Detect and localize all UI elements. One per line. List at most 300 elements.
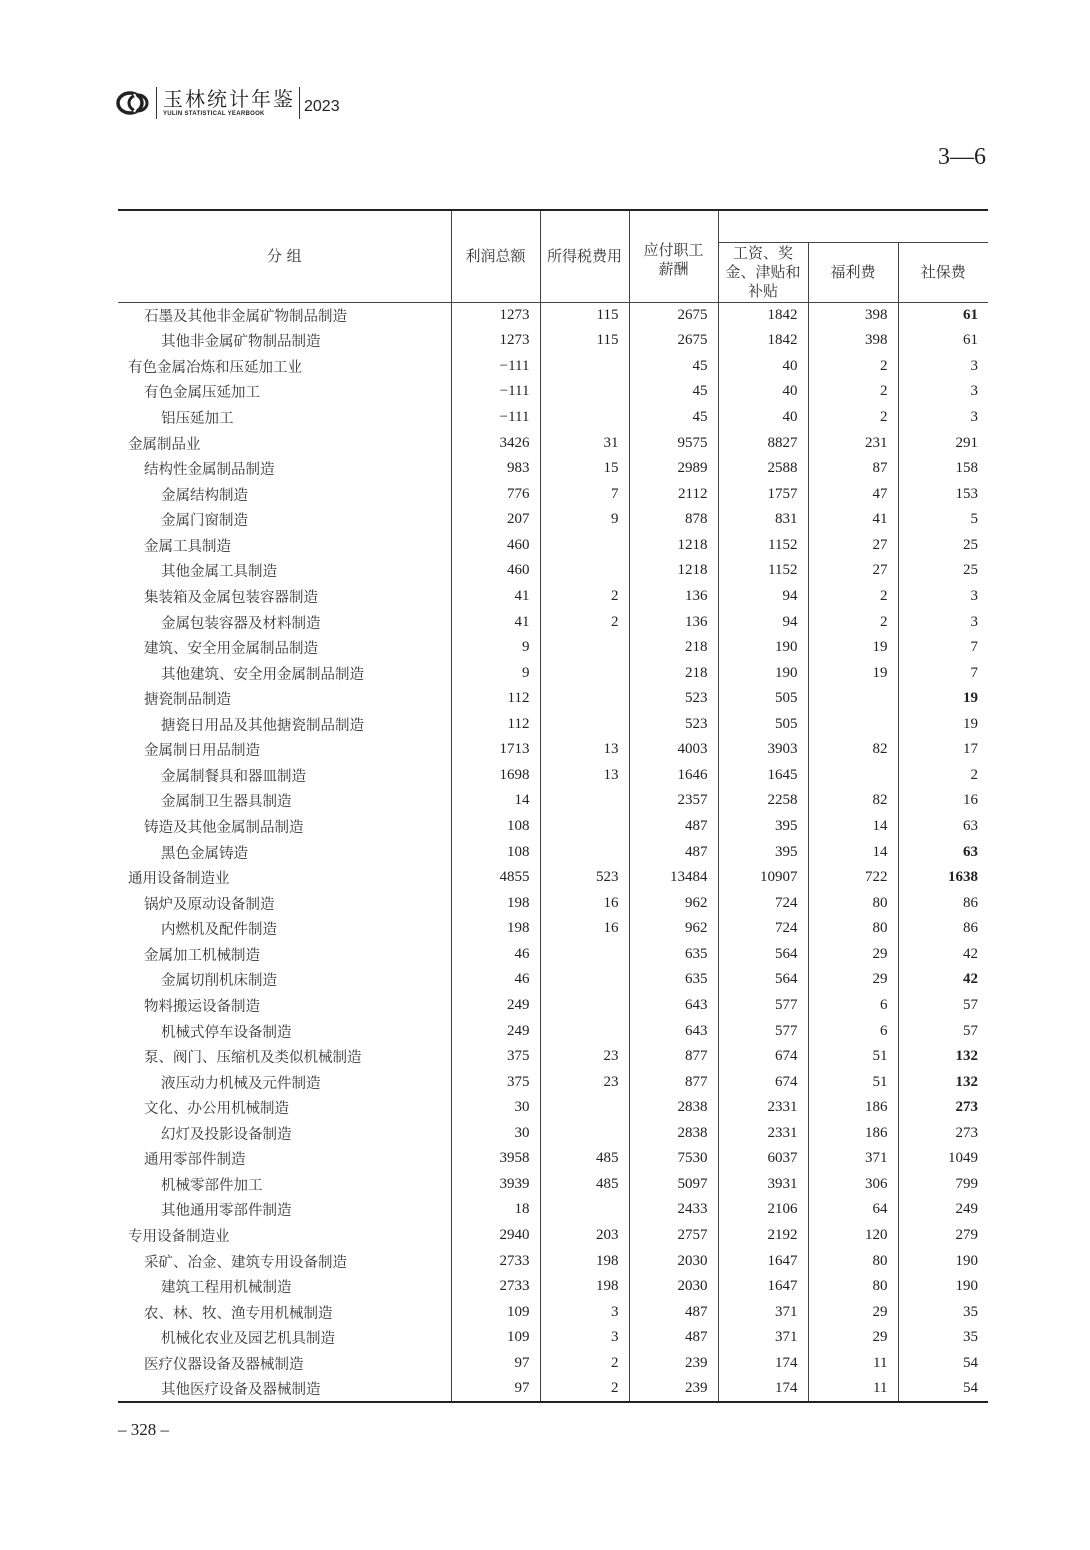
cell-income-tax: 3 [540, 1325, 629, 1351]
row-group-name: 金属工具制造 [144, 538, 231, 555]
table-row [118, 558, 988, 584]
table-row [118, 379, 988, 405]
cell-income-tax: 2 [540, 1376, 629, 1402]
cell-social-security: 3 [898, 354, 988, 380]
cell-social-security: 35 [898, 1325, 988, 1351]
cell-income-tax [540, 635, 629, 661]
table-row [118, 1146, 988, 1172]
cell-profit: 249 [451, 1018, 540, 1044]
row-group-name: 其他医疗设备及器械制造 [118, 1376, 451, 1402]
cell-wages: 577 [718, 1018, 808, 1044]
cell-payroll: 635 [629, 942, 718, 968]
cell-social-security: 25 [898, 533, 988, 559]
row-group-name: 黑色金属铸造 [161, 845, 248, 862]
cell-profit: 1713 [451, 737, 540, 763]
table-row [118, 507, 988, 533]
cell-profit: 375 [451, 1044, 540, 1070]
cell-profit: 198 [451, 916, 540, 942]
cell-profit: 97 [451, 1351, 540, 1377]
cell-welfare: 14 [808, 814, 898, 840]
row-group-name: 泵、阀门、压缩机及类似机械制造 [144, 1050, 362, 1067]
cell-profit: 41 [451, 609, 540, 635]
cell-wages: 831 [718, 507, 808, 533]
cell-payroll: 643 [629, 1018, 718, 1044]
cell-wages: 2192 [718, 1223, 808, 1249]
cell-welfare [808, 712, 898, 738]
cell-income-tax: 3 [540, 1299, 629, 1325]
cell-social-security: 63 [898, 839, 988, 865]
cell-income-tax [540, 1197, 629, 1223]
cell-profit: 108 [451, 814, 540, 840]
cell-payroll: 1218 [629, 558, 718, 584]
table-row [118, 1376, 988, 1402]
table-row [118, 712, 988, 738]
row-group-name: 铸造及其他金属制品制造 [144, 820, 304, 837]
cell-wages: 8827 [718, 430, 808, 456]
cell-welfare: 2 [808, 354, 898, 380]
cell-profit: 1698 [451, 763, 540, 789]
cell-payroll: 218 [629, 660, 718, 686]
cell-profit: 9 [451, 635, 540, 661]
cell-profit: 207 [451, 507, 540, 533]
cell-social-security: 7 [898, 660, 988, 686]
cell-welfare: 19 [808, 635, 898, 661]
cell-payroll: 962 [629, 916, 718, 942]
cell-profit: 460 [451, 558, 540, 584]
table-row [118, 865, 988, 891]
cell-social-security: 7 [898, 635, 988, 661]
row-group-name: 其他金属工具制造 [161, 564, 277, 581]
table-row [118, 1299, 988, 1325]
header-wages: 工资、奖金、津贴和补贴 [718, 243, 808, 303]
cell-income-tax [540, 788, 629, 814]
cell-wages: 94 [718, 584, 808, 610]
table-row [118, 942, 988, 968]
page-header [116, 86, 340, 120]
cell-social-security: 61 [898, 328, 988, 354]
cell-profit: 4855 [451, 865, 540, 891]
cell-social-security: 1049 [898, 1146, 988, 1172]
cell-social-security: 2 [898, 763, 988, 789]
cell-welfare: 82 [808, 737, 898, 763]
cell-wages: 3931 [718, 1172, 808, 1198]
cell-profit: −111 [451, 354, 540, 380]
cell-welfare: 2 [808, 379, 898, 405]
cell-welfare: 11 [808, 1351, 898, 1377]
cell-payroll: 13484 [629, 865, 718, 891]
cell-wages: 6037 [718, 1146, 808, 1172]
table-row [118, 1274, 988, 1300]
cell-welfare: 29 [808, 967, 898, 993]
row-group-name: 金属制卫生器具制造 [161, 794, 292, 811]
header-payroll-breakdown-blank [718, 210, 988, 243]
cell-payroll: 2675 [629, 328, 718, 354]
cell-welfare: 14 [808, 839, 898, 865]
cell-profit: 30 [451, 1121, 540, 1147]
cell-welfare: 64 [808, 1197, 898, 1223]
cell-welfare: 398 [808, 303, 898, 329]
cell-wages: 505 [718, 712, 808, 738]
cell-income-tax: 2 [540, 609, 629, 635]
cell-income-tax: 31 [540, 430, 629, 456]
cell-welfare: 29 [808, 1299, 898, 1325]
cell-income-tax [540, 839, 629, 865]
cell-income-tax [540, 1018, 629, 1044]
cell-profit: 3426 [451, 430, 540, 456]
statistics-table [118, 209, 988, 1403]
cell-wages: 1647 [718, 1248, 808, 1274]
row-group-name: 锅炉及原动设备制造 [144, 896, 275, 913]
cell-social-security: 17 [898, 737, 988, 763]
table-row [118, 609, 988, 635]
cell-profit: 983 [451, 456, 540, 482]
cell-social-security: 42 [898, 942, 988, 968]
cell-welfare: 19 [808, 660, 898, 686]
cell-income-tax: 2 [540, 584, 629, 610]
cell-profit: 46 [451, 967, 540, 993]
cell-payroll: 136 [629, 609, 718, 635]
cell-wages: 40 [718, 354, 808, 380]
table-row [118, 1351, 988, 1377]
data-table-wrapper [118, 209, 988, 1403]
header-group: 分 组 [118, 210, 451, 303]
table-row [118, 405, 988, 431]
cell-wages: 2331 [718, 1121, 808, 1147]
cell-profit: 112 [451, 686, 540, 712]
cell-income-tax: 115 [540, 303, 629, 329]
cell-payroll: 962 [629, 890, 718, 916]
cell-payroll: 5097 [629, 1172, 718, 1198]
yearbook-year: 2023 [299, 87, 340, 119]
yearbook-title-en: YULIN STATISTICAL YEARBOOK [163, 111, 265, 117]
cell-profit: 108 [451, 839, 540, 865]
cell-income-tax: 13 [540, 763, 629, 789]
row-group-name: 幻灯及投影设备制造 [161, 1126, 292, 1143]
cell-wages: 1152 [718, 533, 808, 559]
cell-payroll: 4003 [629, 737, 718, 763]
cell-profit: 112 [451, 712, 540, 738]
cell-payroll: 877 [629, 1044, 718, 1070]
cell-payroll: 2757 [629, 1223, 718, 1249]
cell-profit: −111 [451, 379, 540, 405]
cell-wages: 2588 [718, 456, 808, 482]
cell-profit: 3958 [451, 1146, 540, 1172]
cell-social-security: 279 [898, 1223, 988, 1249]
cell-payroll: 487 [629, 1325, 718, 1351]
cell-payroll: 2838 [629, 1121, 718, 1147]
cell-payroll: 2433 [629, 1197, 718, 1223]
cell-welfare: 6 [808, 993, 898, 1019]
cell-profit: 2733 [451, 1274, 540, 1300]
table-row [118, 1069, 988, 1095]
cell-social-security: 153 [898, 481, 988, 507]
row-group-name: 通用零部件制造 [144, 1152, 246, 1169]
cell-social-security: 86 [898, 890, 988, 916]
cell-income-tax [540, 967, 629, 993]
cell-income-tax: 198 [540, 1248, 629, 1274]
cell-social-security: 249 [898, 1197, 988, 1223]
cell-profit: 3939 [451, 1172, 540, 1198]
cell-income-tax: 203 [540, 1223, 629, 1249]
cell-income-tax: 23 [540, 1069, 629, 1095]
row-group-name: 物料搬运设备制造 [144, 998, 260, 1015]
row-group-name: 专用设备制造业 [128, 1229, 230, 1246]
cell-payroll: 136 [629, 584, 718, 610]
brand-block [156, 87, 299, 119]
header-welfare: 福利费 [808, 243, 898, 303]
cell-income-tax [540, 660, 629, 686]
cell-payroll: 2112 [629, 481, 718, 507]
cell-social-security: 86 [898, 916, 988, 942]
cell-profit: 1273 [451, 328, 540, 354]
cell-income-tax [540, 993, 629, 1019]
cell-payroll: 2989 [629, 456, 718, 482]
header-payroll: 应付职工薪酬 [629, 210, 718, 303]
cell-wages: 505 [718, 686, 808, 712]
table-row [118, 686, 988, 712]
cell-wages: 174 [718, 1376, 808, 1402]
cell-income-tax [540, 712, 629, 738]
row-group-name: 机械零部件加工 [161, 1177, 263, 1194]
cell-payroll: 2357 [629, 788, 718, 814]
cell-income-tax: 523 [540, 865, 629, 891]
cell-welfare: 2 [808, 405, 898, 431]
table-row [118, 354, 988, 380]
cell-welfare: 306 [808, 1172, 898, 1198]
cell-income-tax [540, 379, 629, 405]
cell-welfare: 47 [808, 481, 898, 507]
table-row [118, 814, 988, 840]
table-row [118, 303, 988, 329]
cell-payroll: 487 [629, 814, 718, 840]
table-row [118, 737, 988, 763]
cell-wages: 674 [718, 1069, 808, 1095]
cell-profit: 2940 [451, 1223, 540, 1249]
cell-wages: 1645 [718, 763, 808, 789]
cell-welfare: 80 [808, 890, 898, 916]
cell-payroll: 9575 [629, 430, 718, 456]
table-row [118, 1325, 988, 1351]
header-profit: 利润总额 [451, 210, 540, 303]
cell-income-tax [540, 533, 629, 559]
cell-welfare: 6 [808, 1018, 898, 1044]
cell-profit: 30 [451, 1095, 540, 1121]
table-row [118, 584, 988, 610]
cell-social-security: 57 [898, 993, 988, 1019]
row-group-name: 文化、办公用机械制造 [144, 1101, 289, 1118]
cell-wages: 94 [718, 609, 808, 635]
cell-income-tax: 198 [540, 1274, 629, 1300]
cell-income-tax: 115 [540, 328, 629, 354]
cell-welfare: 41 [808, 507, 898, 533]
cell-welfare: 371 [808, 1146, 898, 1172]
row-group-name: 金属结构制造 [161, 487, 248, 504]
row-group-name: 有色金属冶炼和压延加工业 [128, 359, 302, 376]
cell-wages: 2331 [718, 1095, 808, 1121]
cell-welfare: 80 [808, 1274, 898, 1300]
cell-income-tax: 15 [540, 456, 629, 482]
cell-payroll: 1646 [629, 763, 718, 789]
cell-social-security: 54 [898, 1376, 988, 1402]
table-row [118, 890, 988, 916]
row-group-name: 铝压延加工 [161, 411, 234, 428]
row-group-name: 医疗仪器设备及器械制造 [144, 1356, 304, 1373]
cell-profit: 109 [451, 1325, 540, 1351]
cell-wages: 395 [718, 814, 808, 840]
cell-social-security: 16 [898, 788, 988, 814]
cell-social-security: 273 [898, 1121, 988, 1147]
cell-income-tax [540, 558, 629, 584]
row-group-name: 有色金属压延加工 [144, 385, 260, 402]
row-group-name: 其他通用零部件制造 [161, 1203, 292, 1220]
cell-income-tax: 16 [540, 890, 629, 916]
table-row [118, 1197, 988, 1223]
cell-profit: 18 [451, 1197, 540, 1223]
cell-payroll: 877 [629, 1069, 718, 1095]
table-row [118, 788, 988, 814]
cell-welfare: 51 [808, 1044, 898, 1070]
table-row [118, 763, 988, 789]
row-group-name: 结构性金属制品制造 [144, 462, 275, 479]
cell-payroll: 878 [629, 507, 718, 533]
cell-welfare: 231 [808, 430, 898, 456]
row-group-name: 机械式停车设备制造 [161, 1024, 292, 1041]
cell-welfare: 2 [808, 584, 898, 610]
cell-profit: 97 [451, 1376, 540, 1402]
cell-welfare: 120 [808, 1223, 898, 1249]
row-group-name: 通用设备制造业 [128, 871, 230, 888]
cell-social-security: 54 [898, 1351, 988, 1377]
table-row [118, 430, 988, 456]
cell-income-tax: 485 [540, 1146, 629, 1172]
cell-income-tax: 13 [540, 737, 629, 763]
cell-wages: 1152 [718, 558, 808, 584]
table-row [118, 533, 988, 559]
table-row [118, 916, 988, 942]
table-row [118, 1223, 988, 1249]
cell-social-security: 25 [898, 558, 988, 584]
header-income-tax: 所得税费用 [540, 210, 629, 303]
cell-income-tax [540, 405, 629, 431]
cell-social-security: 190 [898, 1248, 988, 1274]
cell-social-security: 132 [898, 1044, 988, 1070]
cell-payroll: 2675 [629, 303, 718, 329]
cell-social-security: 158 [898, 456, 988, 482]
row-group-name: 其他非金属矿物制品制造 [161, 334, 321, 351]
table-row [118, 1044, 988, 1070]
cell-social-security: 35 [898, 1299, 988, 1325]
cell-wages: 371 [718, 1325, 808, 1351]
row-group-name: 金属制日用品制造 [144, 743, 260, 760]
cell-wages: 190 [718, 635, 808, 661]
cell-profit: −111 [451, 405, 540, 431]
cell-profit: 9 [451, 660, 540, 686]
table-row [118, 839, 988, 865]
cell-wages: 2258 [718, 788, 808, 814]
cell-income-tax: 7 [540, 481, 629, 507]
cell-profit: 198 [451, 890, 540, 916]
table-row [118, 328, 988, 354]
cell-social-security: 3 [898, 584, 988, 610]
cell-social-security: 3 [898, 405, 988, 431]
cell-welfare: 82 [808, 788, 898, 814]
cell-income-tax [540, 1095, 629, 1121]
cell-wages: 1842 [718, 303, 808, 329]
row-group-name: 其他建筑、安全用金属制品制造 [161, 666, 364, 683]
table-row [118, 1121, 988, 1147]
table-row [118, 660, 988, 686]
table-row [118, 635, 988, 661]
cell-wages: 1842 [718, 328, 808, 354]
cell-wages: 40 [718, 405, 808, 431]
cell-income-tax: 23 [540, 1044, 629, 1070]
cell-social-security: 42 [898, 967, 988, 993]
row-group-name: 石墨及其他非金属矿物制品制造 [144, 309, 347, 326]
cell-welfare: 186 [808, 1121, 898, 1147]
cell-profit: 1273 [451, 303, 540, 329]
cell-payroll: 45 [629, 405, 718, 431]
cell-welfare: 11 [808, 1376, 898, 1402]
cell-social-security: 190 [898, 1274, 988, 1300]
cell-welfare: 722 [808, 865, 898, 891]
cell-social-security: 61 [898, 303, 988, 329]
cell-social-security: 799 [898, 1172, 988, 1198]
cell-welfare: 27 [808, 558, 898, 584]
cell-welfare: 80 [808, 916, 898, 942]
cell-social-security: 3 [898, 609, 988, 635]
cell-social-security: 5 [898, 507, 988, 533]
table-row [118, 1248, 988, 1274]
cell-profit: 249 [451, 993, 540, 1019]
cell-income-tax: 485 [540, 1172, 629, 1198]
table-row [118, 1095, 988, 1121]
cell-welfare: 2 [808, 609, 898, 635]
cell-payroll: 487 [629, 839, 718, 865]
cell-income-tax: 16 [540, 916, 629, 942]
cell-wages: 10907 [718, 865, 808, 891]
table-row [118, 1172, 988, 1198]
cell-payroll: 1218 [629, 533, 718, 559]
cell-payroll: 45 [629, 354, 718, 380]
cell-payroll: 643 [629, 993, 718, 1019]
row-group-name: 金属切削机床制造 [161, 973, 277, 990]
table-row [118, 967, 988, 993]
cell-wages: 564 [718, 967, 808, 993]
cell-welfare: 51 [808, 1069, 898, 1095]
cell-wages: 674 [718, 1044, 808, 1070]
cell-income-tax [540, 942, 629, 968]
table-row [118, 993, 988, 1019]
cell-wages: 3903 [718, 737, 808, 763]
cell-social-security: 57 [898, 1018, 988, 1044]
cell-welfare: 186 [808, 1095, 898, 1121]
cell-income-tax [540, 1121, 629, 1147]
cell-payroll: 218 [629, 635, 718, 661]
cell-income-tax: 2 [540, 1351, 629, 1377]
yearbook-title-cn: 玉林统计年鉴 [163, 87, 295, 111]
cell-income-tax [540, 686, 629, 712]
table-body [118, 303, 988, 1402]
cell-welfare: 87 [808, 456, 898, 482]
cell-wages: 724 [718, 916, 808, 942]
row-group-name: 金属加工机械制造 [144, 947, 260, 964]
row-group-name: 液压动力机械及元件制造 [161, 1075, 321, 1092]
table-row [118, 481, 988, 507]
cell-welfare: 80 [808, 1248, 898, 1274]
row-group-name: 机械化农业及园艺机具制造 [161, 1331, 335, 1348]
row-group-name: 农、林、牧、渔专用机械制造 [144, 1305, 333, 1322]
cell-wages: 1757 [718, 481, 808, 507]
